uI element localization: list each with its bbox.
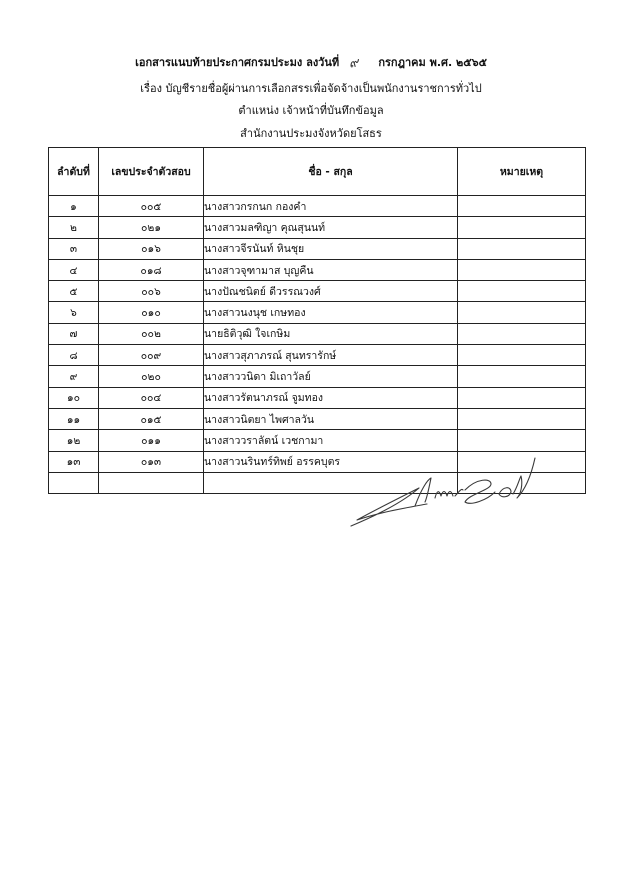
table-row — [49, 408, 586, 429]
row-exam-id: ๐๐๒ — [99, 323, 204, 344]
title-prefix: เอกสารแนบท้ายประกาศกรมประมง ลงวันที่ — [135, 56, 340, 69]
row-name: นางสาวจีรนันท์ หินชุย — [204, 238, 458, 259]
row-note — [458, 366, 586, 387]
row-name: นางสาววนิดา มิเถาวัลย์ — [204, 366, 458, 387]
row-note — [458, 259, 586, 280]
row-number: ๔ — [49, 259, 99, 280]
row-name: นางสาวนงนุช เกษทอง — [204, 302, 458, 323]
table-row — [49, 345, 586, 366]
candidate-table — [48, 147, 586, 494]
row-number: ๕ — [49, 281, 99, 302]
row-name: นางสาวกรกนก กองคำ — [204, 196, 458, 217]
row-exam-id: ๐๑๑ — [99, 430, 204, 451]
row-exam-id: ๐๑๘ — [99, 259, 204, 280]
row-exam-id: ๐๒๑ — [99, 217, 204, 238]
row-note — [458, 302, 586, 323]
row-exam-id: ๐๐๖ — [99, 281, 204, 302]
office-label: สำนักงานประมงจังหวัดยโสธร — [240, 127, 382, 140]
row-number: ๙ — [49, 366, 99, 387]
row-name: นางสาวมลฑิญา คุณสุนนท์ — [204, 217, 458, 238]
row-number: ๗ — [49, 323, 99, 344]
signature-stroke-2 — [415, 478, 431, 506]
table-row — [49, 430, 586, 451]
signature-stroke-5 — [465, 480, 495, 503]
column-header-note: หมายเหตุ — [458, 148, 586, 196]
row-exam-id: ๐๑๕ — [99, 408, 204, 429]
column-header-name: ชื่อ - สกุล — [204, 148, 458, 196]
row-number: ๘ — [49, 345, 99, 366]
row-name: นางสาวสุภาภรณ์ สุนทรารักษ์ — [204, 345, 458, 366]
table-header-row — [49, 148, 586, 196]
row-exam-id: ๐๐๙ — [99, 345, 204, 366]
row-note — [458, 196, 586, 217]
signature-stroke-4 — [455, 489, 463, 496]
table-row — [49, 259, 586, 280]
document-title — [0, 56, 622, 71]
row-number: ๑ — [49, 196, 99, 217]
table-row — [49, 196, 586, 217]
row-name: นางสาวนรินทร์ทิพย์ อรรคบุตร — [204, 451, 458, 472]
table-row — [49, 238, 586, 259]
row-note — [458, 345, 586, 366]
position-label: ตำแหน่ง เจ้าหน้าที่บันทึกข้อมูล — [238, 104, 384, 117]
row-name: นางสาววราลัตน์ เวชกามา — [204, 430, 458, 451]
column-header-no: ลำดับที่ — [49, 148, 99, 196]
handwritten-day: ๙ — [347, 55, 360, 72]
row-exam-id — [99, 472, 204, 493]
row-number: ๒ — [49, 217, 99, 238]
row-exam-id: ๐๑๓ — [99, 451, 204, 472]
row-name: นางสาวรัตนาภรณ์ จูมทอง — [204, 387, 458, 408]
table-row — [49, 387, 586, 408]
table-row — [49, 217, 586, 238]
table-row — [49, 302, 586, 323]
row-name: นายธิติวุฒิ ใจเกษิม — [204, 323, 458, 344]
title-suffix: กรกฎาคม พ.ศ. ๒๕๖๕ — [378, 56, 487, 69]
signature-stroke-7 — [513, 458, 535, 498]
column-header-exam-id: เลขประจำตัวสอบ — [99, 148, 204, 196]
table-row — [49, 281, 586, 302]
signature-stroke-1 — [351, 488, 427, 526]
row-exam-id: ๐๑๖ — [99, 238, 204, 259]
row-note — [458, 387, 586, 408]
row-number: ๓ — [49, 238, 99, 259]
row-note — [458, 323, 586, 344]
table-row — [49, 323, 586, 344]
row-name: นางสาวนิตยา ไพศาลวัน — [204, 408, 458, 429]
row-note — [458, 430, 586, 451]
row-name: นางปัณชนิตย์ ดีวรรณวงศ์ — [204, 281, 458, 302]
table-body — [49, 196, 586, 494]
signature-stroke-6 — [499, 488, 511, 497]
row-number: ๖ — [49, 302, 99, 323]
row-exam-id: ๐๐๕ — [99, 196, 204, 217]
row-exam-id: ๐๑๐ — [99, 302, 204, 323]
row-note — [458, 217, 586, 238]
row-number: ๑๐ — [49, 387, 99, 408]
signature-image — [345, 450, 545, 530]
row-note — [458, 281, 586, 302]
row-exam-id: ๐๐๔ — [99, 387, 204, 408]
table-row — [49, 366, 586, 387]
row-number: ๑๓ — [49, 451, 99, 472]
document-subject: เรื่อง บัญชีรายชื่อผู้ผ่านการเลือกสรรเพื่อจัดจ้างเป็นพนักงานราชการทั่วไป — [140, 82, 482, 95]
row-name: นางสาวจุฑามาส บุญคืน — [204, 259, 458, 280]
row-exam-id: ๐๒๐ — [99, 366, 204, 387]
row-note — [458, 408, 586, 429]
signature-stroke-3 — [435, 492, 453, 499]
row-note — [458, 238, 586, 259]
row-number: ๑๑ — [49, 408, 99, 429]
row-number: ๑๒ — [49, 430, 99, 451]
row-number — [49, 472, 99, 493]
